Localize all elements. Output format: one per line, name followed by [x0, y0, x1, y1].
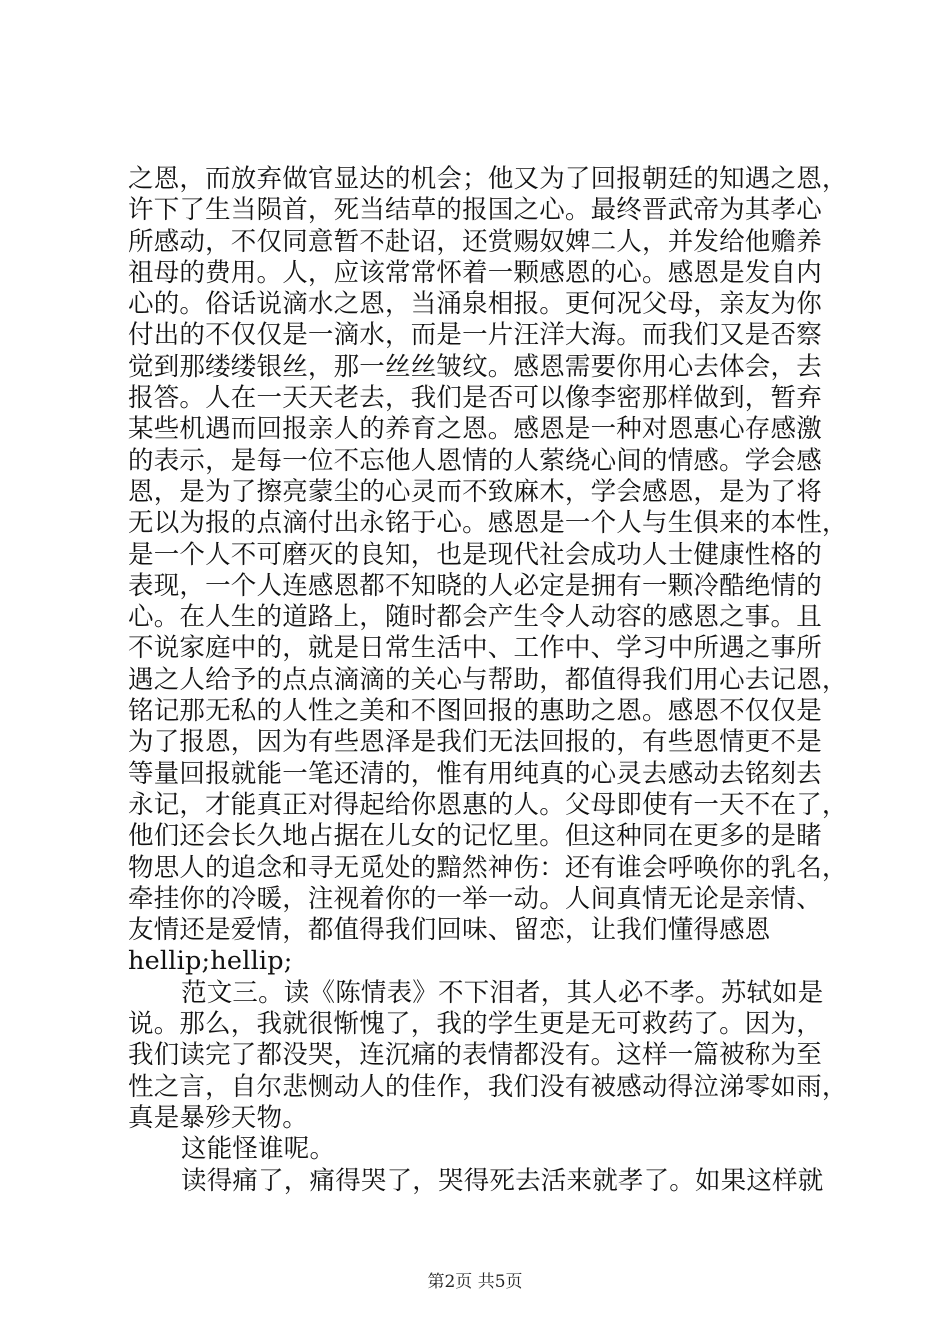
- text-line: 表现，一个人连感恩都不知晓的人必定是拥有一颗冷酷绝情的: [128, 570, 822, 601]
- text-line: 物思人的追念和寻无觅处的黯然神伤：还有谁会呼唤你的乳名，: [128, 852, 848, 883]
- text-line: 为了报恩，因为有些恩泽是我们无法回报的，有些恩情更不是: [128, 727, 822, 758]
- paragraph-start-line: 这能怪谁呢。: [181, 1134, 336, 1165]
- text-line: 心的。俗话说滴水之恩，当涌泉相报。更何况父母，亲友为你: [128, 289, 822, 320]
- text-line: 牵挂你的冷暖，注视着你的一举一动。人间真情无论是亲情、: [128, 883, 822, 914]
- text-line: 无以为报的点滴付出永铭于心。感恩是一个人与生俱来的本性，: [128, 508, 848, 539]
- text-line: 说。那么，我就很惭愧了，我的学生更是无可救药了。因为，: [128, 1009, 822, 1040]
- text-line: 不说家庭中的，就是日常生活中、工作中、学习中所遇之事所: [128, 633, 822, 664]
- text-line: 遇之人给予的点点滴滴的关心与帮助，都值得我们用心去记恩，: [128, 664, 848, 695]
- page-number-footer: 第2页 共5页: [427, 1272, 523, 1292]
- text-line: 等量回报就能一笔还清的，惟有用纯真的心灵去感动去铭刻去: [128, 758, 822, 789]
- text-line: 我们读完了都没哭，连沉痛的表情都没有。这样一篇被称为至: [128, 1040, 822, 1071]
- text-line: 的表示，是每一位不忘他人恩情的人萦绕心间的情感。学会感: [128, 445, 822, 476]
- text-line: 某些机遇而回报亲人的养育之恩。感恩是一种对恩惠心存感激: [128, 414, 822, 445]
- text-line: 报答。人在一天天老去，我们是否可以像李密那样做到，暂弃: [128, 383, 822, 414]
- text-line: 恩，是为了擦亮蒙尘的心灵而不致麻木，学会感恩，是为了将: [128, 476, 822, 507]
- text-line: 友情还是爱情，都值得我们回味、留恋，让我们懂得感恩: [128, 915, 771, 946]
- text-line: 所感动，不仅同意暂不赴诏，还赏赐奴婢二人，并发给他赡养: [128, 226, 822, 257]
- text-line: 祖母的费用。人，应该常常怀着一颗感恩的心。感恩是发自内: [128, 257, 822, 288]
- text-line: hellip;hellip;: [128, 946, 293, 977]
- text-line: 觉到那缕缕银丝，那一丝丝皱纹。感恩需要你用心去体会，去: [128, 351, 822, 382]
- text-line: 之恩，而放弃做官显达的机会；他又为了回报朝廷的知遇之恩，: [128, 164, 848, 194]
- text-line: 心。在人生的道路上，随时都会产生令人动容的感恩之事。且: [128, 602, 822, 633]
- text-line: 他们还会长久地占据在儿女的记忆里。但这种同在更多的是睹: [128, 821, 822, 852]
- paragraph-start-line: 读得痛了，痛得哭了，哭得死去活来就孝了。如果这样就: [181, 1165, 824, 1196]
- text-line: 是一个人不可磨灭的良知，也是现代社会成功人士健康性格的: [128, 539, 822, 570]
- text-line: 性之言，自尔悲恻动人的佳作，我们没有被感动得泣涕零如雨，: [128, 1071, 848, 1102]
- text-line: 许下了生当陨首，死当结草的报国之心。最终晋武帝为其孝心: [128, 195, 822, 226]
- text-line: 真是暴殄天物。: [128, 1102, 308, 1133]
- text-line: 铭记那无私的人性之美和不图回报的惠助之恩。感恩不仅仅是: [128, 696, 822, 727]
- text-line: 永记，才能真正对得起给你恩惠的人。父母即使有一天不在了，: [128, 789, 848, 820]
- paragraph-start-line: 范文三。读《陈情表》不下泪者，其人必不孝。苏轼如是: [181, 977, 824, 1008]
- text-line: 付出的不仅仅是一滴水，而是一片汪洋大海。而我们又是否察: [128, 320, 822, 351]
- document-body: [128, 164, 848, 1197]
